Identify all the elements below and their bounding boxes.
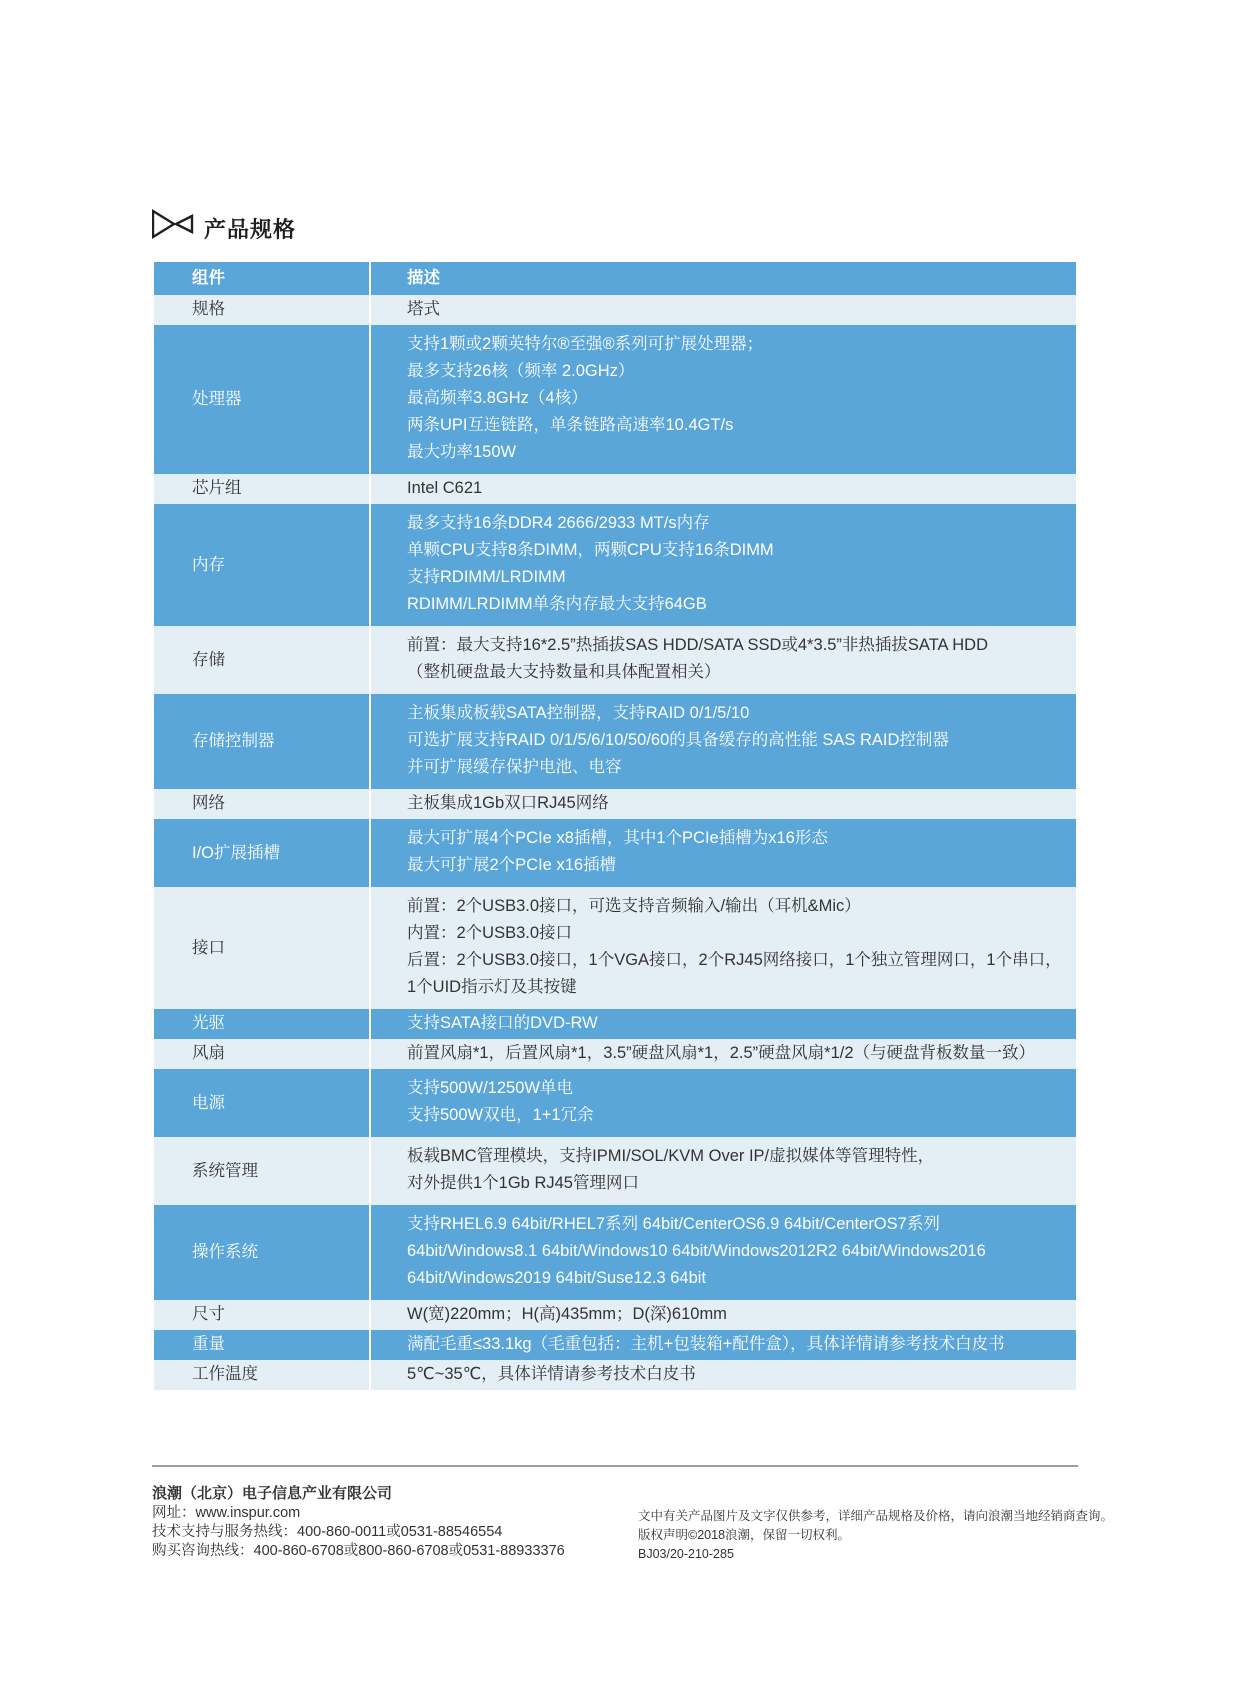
spec-name: 工作温度 [154, 1360, 370, 1390]
spec-name: 处理器 [154, 325, 370, 474]
spec-line: 前置：2个USB3.0接口，可选支持音频输入/输出（耳机&Mic） [407, 897, 861, 915]
footer-divider [152, 1465, 1078, 1467]
spec-description [370, 1009, 1076, 1039]
spec-description [370, 1360, 1076, 1390]
spec-description [370, 626, 1076, 694]
sales-hotline: 购买咨询热线：400-860-6708或800-860-6708或0531-88933376 [152, 1543, 565, 1559]
footer-contact [152, 1484, 565, 1561]
header-component: 组件 [154, 262, 370, 295]
spec-line: W(宽)220mm；H(高)435mm；D(深)610mm [407, 1305, 727, 1323]
spec-name: 接口 [154, 887, 370, 1009]
spec-line: 5℃~35℃，具体详情请参考技术白皮书 [407, 1365, 696, 1383]
spec-line: 后置：2个USB3.0接口，1个VGA接口，2个RJ45网络接口，1个独立管理网口，1个串口， [407, 951, 1062, 969]
spec-name: 规格 [154, 295, 370, 325]
spec-description [370, 325, 1076, 474]
spec-description [370, 819, 1076, 887]
spec-name: 电源 [154, 1069, 370, 1137]
spec-line: 最多支持16条DDR4 2666/2933 MT/s内存 [407, 514, 710, 532]
spec-name: 系统管理 [154, 1137, 370, 1205]
table-row [154, 295, 1076, 325]
spec-line: 两条UPI互连链路，单条链路高速率10.4GT/s [407, 416, 734, 434]
table-header-row [154, 262, 1076, 295]
spec-description [370, 504, 1076, 626]
support-hotline: 技术支持与服务热线：400-860-0011或0531-88546554 [152, 1524, 503, 1540]
spec-line: 主板集成板载SATA控制器，支持RAID 0/1/5/10 [407, 704, 750, 722]
table-row [154, 887, 1076, 1009]
spec-name: 光驱 [154, 1009, 370, 1039]
table-row [154, 1039, 1076, 1069]
copyright-text: 版权声明©2018浪潮，保留一切权利。 [638, 1528, 851, 1542]
spec-line: 塔式 [407, 300, 440, 318]
spec-line: （整机硬盘最大支持数量和具体配置相关） [407, 663, 721, 681]
spec-line: 支持SATA接口的DVD-RW [407, 1014, 598, 1032]
spec-table [154, 262, 1076, 1390]
spec-line: 最大可扩展4个PCIe x8插槽，其中1个PCIe插槽为x16形态 [407, 829, 828, 847]
spec-line: 支持500W/1250W单电 [407, 1079, 573, 1097]
spec-name: 操作系统 [154, 1205, 370, 1300]
spec-name: 存储 [154, 626, 370, 694]
spec-name: 存储控制器 [154, 694, 370, 789]
table-row [154, 474, 1076, 504]
spec-line: 前置：最大支持16*2.5”热插拔SAS HDD/SATA SSD或4*3.5”非热插拔SATA HDD [407, 636, 988, 654]
header-description: 描述 [370, 262, 1076, 295]
website-text: 网址：www.inspur.com [152, 1505, 301, 1521]
spec-description [370, 887, 1076, 1009]
spec-line: 最高频率3.8GHz（4核） [407, 389, 588, 407]
spec-line: 最大可扩展2个PCIe x16插槽 [407, 856, 617, 874]
table-row [154, 325, 1076, 474]
table-row [154, 1009, 1076, 1039]
spec-line: 64bit/Windows2019 64bit/Suse12.3 64bit [407, 1269, 707, 1287]
table-row [154, 819, 1076, 887]
section-title: 产品规格 [204, 217, 297, 242]
section-header [152, 205, 552, 257]
spec-line: 64bit/Windows8.1 64bit/Windows10 64bit/Windows2012R2 64bit/Windows2016 [407, 1242, 986, 1260]
spec-description [370, 1205, 1076, 1300]
table-row [154, 504, 1076, 626]
spec-description [370, 1069, 1076, 1137]
spec-name: I/O扩展插槽 [154, 819, 370, 887]
spec-line: 单颗CPU支持8条DIMM，两颗CPU支持16条DIMM [407, 541, 774, 559]
spec-line: 并可扩展缓存保护电池、电容 [407, 758, 622, 776]
table-row [154, 789, 1076, 819]
table-row [154, 1360, 1076, 1390]
spec-line: 1个UID指示灯及其按键 [407, 978, 577, 996]
brand-logo-icon [152, 209, 194, 239]
spec-line: 满配毛重≤33.1kg（毛重包括：主机+包装箱+配件盒），具体详情请参考技术白皮书 [407, 1335, 1005, 1353]
table-row [154, 626, 1076, 694]
spec-name: 尺寸 [154, 1300, 370, 1330]
document-code: BJ03/20-210-285 [638, 1547, 734, 1561]
spec-description [370, 295, 1076, 325]
spec-line: 前置风扇*1，后置风扇*1，3.5”硬盘风扇*1，2.5”硬盘风扇*1/2（与硬盘背板数量一致） [407, 1044, 1036, 1062]
table-row [154, 1069, 1076, 1137]
spec-line: 最大功率150W [407, 443, 517, 461]
spec-line: 主板集成1Gb双口RJ45网络 [407, 794, 609, 812]
footer-legal [638, 1507, 1113, 1564]
spec-line: 支持500W双电，1+1冗余 [407, 1106, 594, 1124]
spec-description [370, 789, 1076, 819]
spec-line: RDIMM/LRDIMM单条内存最大支持64GB [407, 595, 707, 613]
spec-name: 风扇 [154, 1039, 370, 1069]
table-row [154, 1300, 1076, 1330]
spec-line: 支持RHEL6.9 64bit/RHEL7系列 64bit/CenterOS6.9 64bit/CenterOS7系列 [407, 1215, 940, 1233]
spec-line: 最多支持26核（频率 2.0GHz） [407, 362, 635, 380]
spec-description [370, 694, 1076, 789]
spec-line: 板载BMC管理模块，支持IPMI/SOL/KVM Over IP/虚拟媒体等管理特性， [407, 1147, 935, 1165]
company-name: 浪潮（北京）电子信息产业有限公司 [152, 1485, 393, 1502]
spec-description [370, 1137, 1076, 1205]
spec-line: 对外提供1个1Gb RJ45管理网口 [407, 1174, 639, 1192]
spec-name: 网络 [154, 789, 370, 819]
spec-description [370, 1300, 1076, 1330]
spec-line: 可选扩展支持RAID 0/1/5/6/10/50/60的具备缓存的高性能 SAS RAID控制器 [407, 731, 949, 749]
table-row [154, 1205, 1076, 1300]
spec-name: 芯片组 [154, 474, 370, 504]
spec-line: 内置：2个USB3.0接口 [407, 924, 573, 942]
disclaimer-text: 文中有关产品图片及文字仅供参考，详细产品规格及价格，请向浪潮当地经销商查询。 [638, 1509, 1114, 1523]
spec-line: 支持1颗或2颗英特尔®至强®系列可扩展处理器； [407, 335, 764, 353]
table-row [154, 1137, 1076, 1205]
spec-name: 内存 [154, 504, 370, 626]
table-row [154, 694, 1076, 789]
spec-description [370, 1330, 1076, 1360]
spec-line: 支持RDIMM/LRDIMM [407, 568, 566, 586]
table-row [154, 1330, 1076, 1360]
spec-table-body [154, 262, 1076, 1390]
spec-line: Intel C621 [407, 479, 483, 497]
spec-description [370, 1039, 1076, 1069]
spec-description [370, 474, 1076, 504]
spec-name: 重量 [154, 1330, 370, 1360]
